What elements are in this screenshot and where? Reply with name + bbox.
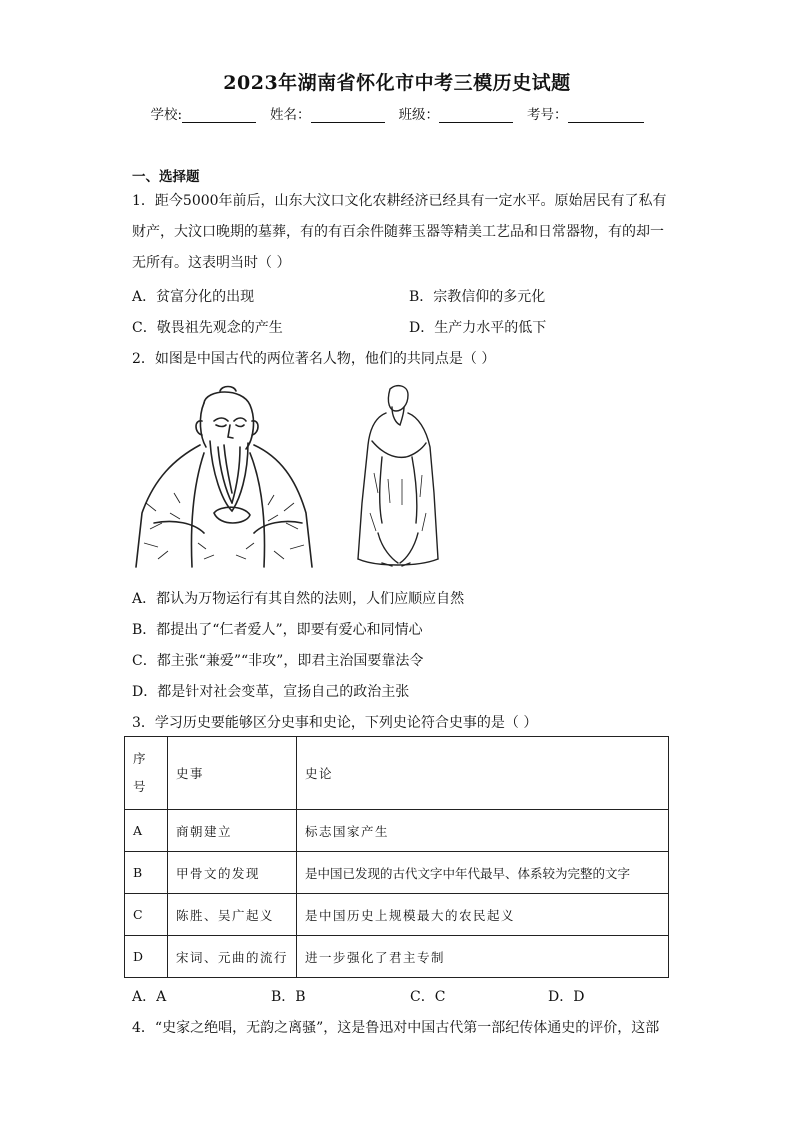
question-1-option-d[interactable]: D．生产力水平的低下 <box>409 320 547 336</box>
table-header-event: 史事 <box>168 737 297 810</box>
name-label: 姓名： <box>270 107 311 123</box>
history-facts-table <box>124 736 669 978</box>
row-id: A <box>125 810 168 852</box>
sage-portrait-figure <box>134 383 314 568</box>
question-3-option-d[interactable]: D．D <box>548 989 585 1005</box>
question-1-option-c[interactable]: C．敬畏祖先观念的产生 <box>132 320 283 336</box>
school-label: 学校: <box>150 107 183 123</box>
row-event: 宋词、元曲的流行 <box>168 936 297 978</box>
class-label: 班级： <box>398 107 440 123</box>
question-4-stem: 4．“史家之绝唱，无韵之离骚”，这是鲁迅对中国古代第一部纪传体通史的评价，这部 <box>132 1020 660 1036</box>
school-field[interactable] <box>182 108 256 123</box>
table-header-index <box>125 737 168 810</box>
question-2-option-d[interactable]: D．都是针对社会变革，宣扬自己的政治主张 <box>132 684 410 700</box>
number-field[interactable] <box>568 108 644 123</box>
row-comment: 是中国已发现的古代文字中年代最早、体系较为完整的文字 <box>297 852 669 894</box>
question-2-option-b[interactable]: B．都提出了“仁者爱人”，即要有爱心和同情心 <box>132 622 423 638</box>
table-row <box>125 852 669 894</box>
row-id: D <box>125 936 168 978</box>
question-2-option-c[interactable]: C．都主张“兼爱”“非攻”，即君主治国要靠法令 <box>132 653 424 669</box>
question-1-option-b[interactable]: B．宗教信仰的多元化 <box>409 289 546 305</box>
row-event: 陈胜、吴广起义 <box>168 894 297 936</box>
exam-title: 2023年湖南省怀化市中考三模历史试题 <box>223 72 571 94</box>
question-1-line-2: 财产，大汶口晚期的墓葬，有的有百余件随葬玉器等精美工艺品和日常器物，有的却一 <box>132 224 664 240</box>
table-row <box>125 894 669 936</box>
header-index-line-1: 序 <box>133 751 148 766</box>
question-3-option-b[interactable]: B．B <box>271 989 306 1005</box>
question-1-line-3: 无所有。这表明当时（ ） <box>132 255 291 271</box>
row-comment: 进一步强化了君主专制 <box>297 936 669 978</box>
question-3-option-c[interactable]: C．C <box>410 989 446 1005</box>
row-event: 甲骨文的发现 <box>168 852 297 894</box>
question-1-option-a[interactable]: A．贫富分化的出现 <box>132 289 255 305</box>
table-header-row <box>125 737 669 810</box>
table-row <box>125 810 669 852</box>
row-id: B <box>125 852 168 894</box>
row-comment: 标志国家产生 <box>297 810 669 852</box>
row-event: 商朝建立 <box>168 810 297 852</box>
number-label: 考号： <box>527 107 568 123</box>
question-3-stem: 3．学习历史要能够区分史事和史论，下列史论符合史事的是（ ） <box>132 715 538 731</box>
scholar-portrait-figure <box>352 383 446 568</box>
header-index-line-2: 号 <box>133 779 148 794</box>
name-field[interactable] <box>311 108 385 123</box>
class-field[interactable] <box>439 108 513 123</box>
question-2-option-a[interactable]: A．都认为万物运行有其自然的法则，人们应顺应自然 <box>132 591 465 607</box>
row-id: C <box>125 894 168 936</box>
question-1-line-1: 1．距今5000年前后，山东大汶口文化农耕经济已经具有一定水平。原始居民有了私有 <box>132 193 667 209</box>
section-heading: 一、选择题 <box>132 169 200 185</box>
student-info-line <box>0 103 794 123</box>
question-1 <box>132 186 672 279</box>
row-comment: 是中国历史上规模最大的农民起义 <box>297 894 669 936</box>
table-row <box>125 936 669 978</box>
question-3-option-a[interactable]: A．A <box>132 989 167 1005</box>
table-header-comment: 史论 <box>297 737 669 810</box>
question-2-stem: 2．如图是中国古代的两位著名人物，他们的共同点是（ ） <box>132 351 496 367</box>
